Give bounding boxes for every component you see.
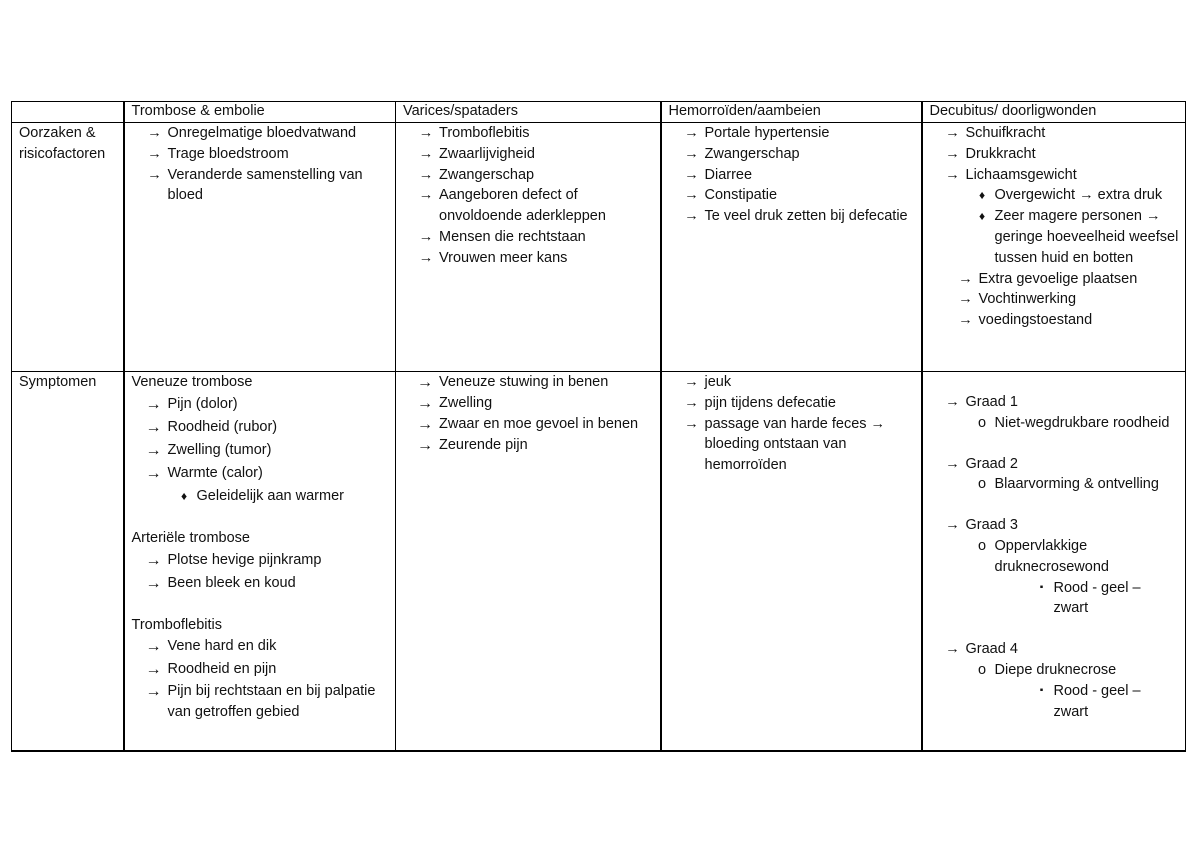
circle-bullet-icon: o bbox=[977, 476, 987, 493]
list-item: → Constipatie bbox=[679, 185, 915, 206]
list-item: → Been bleek en koud bbox=[140, 572, 390, 595]
row-symptomen bbox=[12, 372, 1186, 752]
spacer bbox=[930, 619, 1180, 639]
cell-oorzaken-decubitus bbox=[922, 123, 1186, 372]
header-hemorroiden: Hemorroïden/aambeien bbox=[661, 102, 922, 123]
list-item: → Te veel druk zetten bij defecatie bbox=[679, 206, 915, 227]
header-decubitus: Decubitus/ doorligwonden bbox=[922, 102, 1186, 123]
arrow-icon: → bbox=[684, 125, 699, 141]
arrow-icon: → bbox=[417, 416, 433, 433]
arrow-icon: → bbox=[684, 394, 699, 411]
list-item: → Tromboflebitis bbox=[413, 123, 654, 144]
row-oorzaken bbox=[12, 123, 1186, 372]
section-heading: Veneuze trombose bbox=[131, 374, 253, 390]
arrow-icon: → bbox=[145, 551, 162, 569]
sub-list-item: o Blaarvorming & ontvelling bbox=[970, 474, 1180, 495]
diamond-bullet-icon: ♦ bbox=[180, 488, 188, 503]
list-item: → jeuk bbox=[679, 372, 915, 393]
sub-list-item: o Niet-wegdrukbare roodheid bbox=[970, 413, 1180, 434]
grade-item: → Graad 1 bbox=[940, 392, 1180, 413]
arrow-icon: → bbox=[145, 683, 162, 701]
arrow-icon: → bbox=[417, 374, 433, 391]
circle-bullet-icon: o bbox=[977, 414, 987, 431]
grade-item: → Graad 2 bbox=[940, 454, 1180, 475]
arrow-icon: → bbox=[958, 312, 973, 329]
arrow-icon: → bbox=[684, 374, 699, 390]
cell-oorzaken-varices bbox=[396, 123, 661, 372]
cell-symptomen-decubitus bbox=[922, 372, 1186, 752]
header-varices: Varices/spataders bbox=[396, 102, 661, 123]
arrow-icon: → bbox=[684, 145, 699, 162]
cell-oorzaken-trombose bbox=[124, 123, 396, 372]
grade-item: → Graad 4 bbox=[940, 639, 1180, 660]
square-bullet-icon: ▪ bbox=[1039, 581, 1044, 593]
sub-list-item: o Diepe druknecrose bbox=[970, 660, 1180, 681]
list-item: → Pijn bij rechtstaan en bij palpatie van getroffen gebied bbox=[140, 681, 390, 723]
list-item: → Roodheid en pijn bbox=[140, 658, 390, 681]
header-cell-empty bbox=[12, 102, 124, 123]
list-item: → Mensen die rechtstaan bbox=[413, 227, 654, 248]
list-item: → Trage bloedstroom bbox=[142, 144, 390, 165]
list-item: → Warmte (calor) bbox=[140, 462, 390, 485]
arrow-icon: → bbox=[147, 145, 162, 162]
spacer bbox=[930, 434, 1180, 454]
arrow-icon: → bbox=[945, 517, 960, 534]
arrow-icon: → bbox=[945, 641, 960, 658]
cell-symptomen-varices bbox=[396, 372, 661, 752]
spacer bbox=[132, 508, 390, 528]
arrow-icon: → bbox=[145, 661, 162, 679]
arrow-icon: → bbox=[147, 125, 162, 141]
arrow-icon: → bbox=[958, 270, 973, 287]
comparison-table bbox=[11, 101, 1186, 752]
sub-list-item: ♦ Zeer magere personen → geringe hoeveelheid weefsel tussen huid en botten bbox=[970, 206, 1180, 268]
arrow-icon: → bbox=[945, 455, 960, 472]
sub-sub-list-item: ▪ Rood - geel – zwart bbox=[1030, 681, 1180, 723]
cell-symptomen-hemorroiden bbox=[661, 372, 922, 752]
list-item: → Zwelling bbox=[411, 393, 654, 414]
diamond-bullet-icon: ♦ bbox=[978, 188, 986, 203]
sub-sub-list-item: ▪ Rood - geel – zwart bbox=[1030, 578, 1180, 620]
sub-list-item: ♦ Overgewicht → extra druk bbox=[970, 185, 1180, 206]
arrow-icon: → bbox=[945, 394, 960, 410]
section-heading: Tromboflebitis bbox=[131, 616, 223, 633]
arrow-icon: → bbox=[145, 441, 162, 459]
list-item: → Roodheid (rubor) bbox=[140, 416, 390, 439]
list-item: → Zwaar en moe gevoel in benen bbox=[411, 414, 654, 435]
list-item: → Zeurende pijn bbox=[411, 435, 654, 456]
list-item: → Pijn (dolor) bbox=[140, 393, 390, 416]
spacer bbox=[930, 495, 1180, 515]
arrow-icon: → bbox=[418, 249, 434, 266]
list-item: → Lichaamsgewicht bbox=[940, 165, 1180, 186]
grade-item: → Graad 3 bbox=[940, 515, 1180, 536]
arrow-icon: → bbox=[418, 187, 434, 204]
arrow-icon: → bbox=[145, 574, 162, 592]
cell-oorzaken-hemorroiden bbox=[661, 123, 922, 372]
section-heading: Arteriële trombose bbox=[131, 529, 250, 546]
list-item: → Vene hard en dik bbox=[140, 635, 390, 658]
list-item: → Zwangerschap bbox=[413, 165, 654, 186]
list-item: → voedingstoestand bbox=[953, 310, 1180, 331]
list-item: → Veneuze stuwing in benen bbox=[411, 372, 654, 393]
header-row bbox=[12, 102, 1186, 123]
arrow-icon: → bbox=[147, 166, 162, 183]
spacer bbox=[132, 595, 390, 615]
arrow-icon: → bbox=[684, 415, 699, 432]
spacer bbox=[930, 372, 1180, 392]
row-label-oorzaken: Oorzaken & risicofactoren bbox=[12, 123, 124, 372]
header-trombose: Trombose & embolie bbox=[124, 102, 396, 123]
list-item: → Vrouwen meer kans bbox=[413, 248, 654, 269]
arrow-icon: → bbox=[417, 437, 433, 454]
diamond-bullet-icon: ♦ bbox=[978, 209, 986, 224]
row-label-symptomen: Symptomen bbox=[12, 372, 124, 752]
sub-list-item: ♦ Geleidelijk aan warmer bbox=[172, 485, 390, 508]
list-item: → Zwaarlijvigheid bbox=[413, 144, 654, 165]
list-item: → Veranderde samenstelling van bloed bbox=[142, 165, 390, 207]
arrow-icon: → bbox=[684, 187, 699, 204]
list-item: → Zwelling (tumor) bbox=[140, 439, 390, 462]
list-item: → Vochtinwerking bbox=[953, 289, 1180, 310]
arrow-icon: → bbox=[945, 145, 960, 162]
cell-symptomen-trombose bbox=[124, 372, 396, 752]
list-item: → Extra gevoelige plaatsen bbox=[953, 269, 1180, 290]
arrow-icon: → bbox=[418, 228, 434, 245]
list-item: → Diarree bbox=[679, 165, 915, 186]
circle-bullet-icon: o bbox=[977, 537, 987, 554]
list-item: → Portale hypertensie bbox=[679, 123, 915, 144]
arrow-icon: → bbox=[945, 166, 960, 183]
list-item: → Schuifkracht bbox=[940, 123, 1180, 144]
arrow-icon: → bbox=[145, 638, 162, 656]
arrow-icon: → bbox=[945, 125, 960, 141]
arrow-icon: → bbox=[418, 145, 434, 162]
list-item: → Onregelmatige bloedvatwand bbox=[142, 123, 390, 144]
square-bullet-icon: ▪ bbox=[1039, 684, 1044, 696]
list-item: → pijn tijdens defecatie bbox=[679, 393, 915, 414]
arrow-icon: → bbox=[684, 166, 699, 183]
arrow-icon: → bbox=[145, 395, 162, 413]
arrow-icon: → bbox=[417, 395, 433, 412]
arrow-icon: → bbox=[418, 166, 434, 183]
arrow-icon: → bbox=[418, 125, 434, 141]
arrow-icon: → bbox=[145, 418, 162, 436]
sub-list-item: o Oppervlakkige druknecrosewond bbox=[970, 536, 1180, 578]
list-item: → Aangeboren defect of onvoldoende aderkleppen bbox=[413, 185, 654, 227]
list-item: → passage van harde feces → bloeding ontstaan van hemorroïden bbox=[679, 414, 915, 476]
arrow-icon: → bbox=[145, 464, 162, 482]
list-item: → Drukkracht bbox=[940, 144, 1180, 165]
list-item: → Plotse hevige pijnkramp bbox=[140, 549, 390, 572]
arrow-icon: → bbox=[958, 291, 973, 308]
circle-bullet-icon: o bbox=[977, 661, 987, 678]
list-item: → Zwangerschap bbox=[679, 144, 915, 165]
arrow-icon: → bbox=[684, 208, 699, 225]
